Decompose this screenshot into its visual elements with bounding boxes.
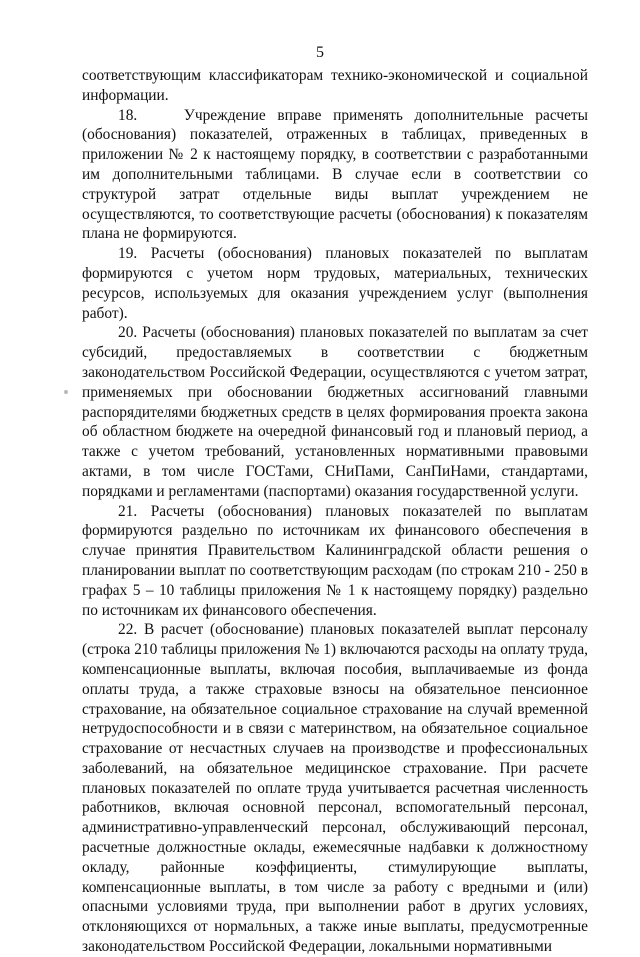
paragraph-20: 20. Расчеты (обоснования) плановых показателей по выплатам за счет субсидий, предоставляемых в соответствии с бюджетным законодательством Российской Федерации, осуществляются с учетом затрат, применяемых при обосновании бюджетных ассигнований главными распорядителями бюджетных средств в целях формирования проекта закона об областном бюджете на очередной финансовый год и плановый период, а также с учетом требований, установленных нормативными правовыми актами, в том числе ГОСТами, СНиПами, СанПиНами, стандартами, порядками и регламентами (паспортами) оказания государственной услуги.	[82, 324, 588, 500]
page-number: 5	[316, 44, 324, 61]
document-body	[82, 66, 588, 957]
paragraph-18: 18. Учреждение вправе применять дополнительные расчеты (обоснования) показателей, отраженных в таблицах, приведенных в приложении № 2 к настоящему порядку, в соответствии с разработанными им дополнительными таблицами. В случае если в соответствии со структурой затрат отдельные виды выплат учреждением не осуществляются, то соответствующие расчеты (обоснования) к показателям плана не формируются.	[82, 106, 588, 243]
paragraph-22: 22. В расчет (обоснование) плановых показателей выплат персоналу (строка 210 таблицы приложения № 1) включаются расходы на оплату труда, компенсационные выплаты, включая пособия, выплачиваемые из фонда оплаты труда, а также страховые взносы на обязательное пенсионное страхование, на обязательное социальное страхование на случай временной нетрудоспособности и в связи с материнством, на обязательное социальное страхование от несчастных случаев на производстве и профессиональных заболеваний, на обязательное медицинское страхование. При расчете плановых показателей по оплате труда учитывается расчетная численность работников, включая основной персонал, вспомогательный персонал, административно-управленческий персонал, обслуживающий персонал, расчетные должностные оклады, ежемесячные надбавки к должностному окладу, районные коэффициенты, стимулирующие выплаты, компенсационные выплаты, в том числе за работу с вредными и (или) опасными условиями труда, при выполнении работ в других условиях, отклоняющихся от нормальных, а также иные выплаты, предусмотренные законодательством Российской Федерации, локальными нормативными	[82, 621, 588, 956]
paragraph-continuation: соответствующим классификаторам технико-экономической и социальной информации.	[82, 67, 588, 104]
margin-mark	[64, 390, 68, 394]
paragraph-19: 19. Расчеты (обоснования) плановых показателей по выплатам формируются с учетом норм трудовых, материальных, технических ресурсов, используемых для оказания учреждением услуг (выполнения работ).	[82, 245, 588, 322]
paragraph-21: 21. Расчеты (обоснования) плановых показателей по выплатам формируются раздельно по источникам их финансового обеспечения в случае принятия Правительством Калининградской области решения о планировании выплат по соответствующим расходам (по строкам 210 - 250 в графах 5 – 10 таблицы приложения № 1 к настоящему порядку) раздельно по источникам их финансового обеспечения.	[82, 502, 588, 619]
